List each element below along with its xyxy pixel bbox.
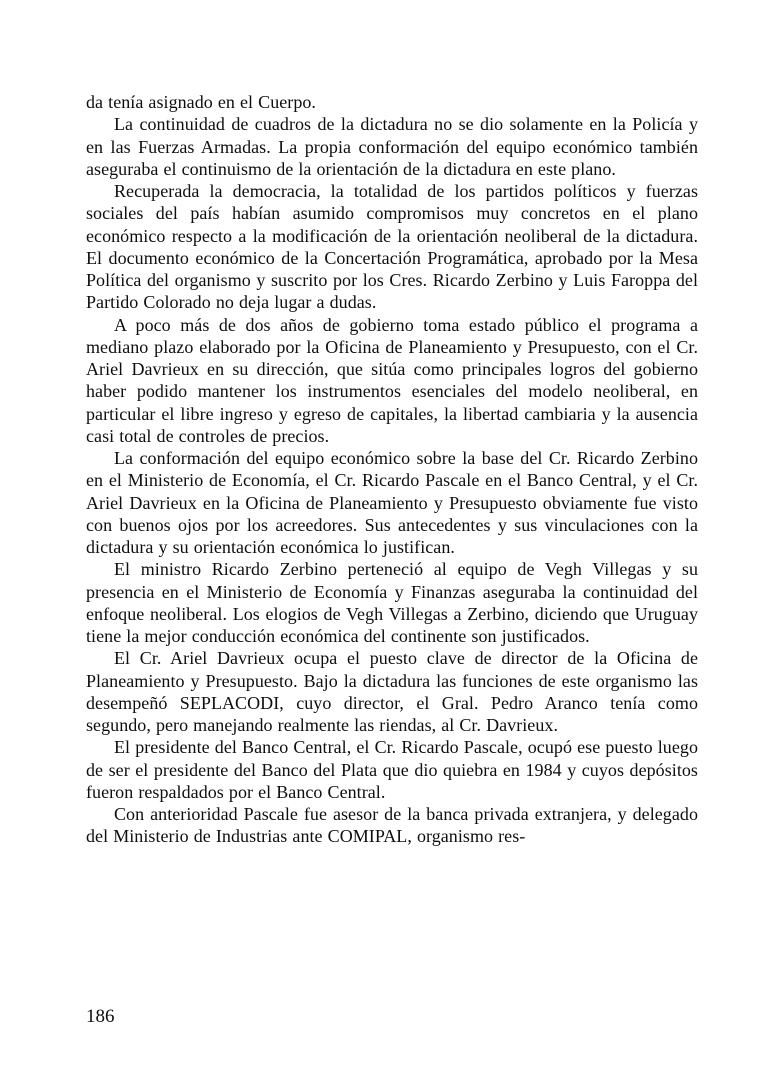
paragraph: El Cr. Ariel Davrieux ocupa el puesto clave de director de la Oficina de Planeamiento y Presupuesto. Bajo la dictadura las funciones de este organismo las desempeñó SEPLACODI, cuyo director, el Gral. Pedro Aranco tenía como segundo, pero manejando realmente las riendas, al Cr. Davrieux. [86, 648, 698, 735]
paragraph-continuation: da tenía asignado en el Cuerpo. [86, 92, 316, 112]
page-number: 186 [86, 1006, 115, 1027]
paragraph: El ministro Ricardo Zerbino perteneció al equipo de Vegh Villegas y su presencia en el Ministerio de Economía y Finanzas aseguraba la continuidad del enfoque neoliberal. Los elogios de Vegh Villegas a Zerbino, diciendo que Uruguay tiene la mejor conducción económica del continente son justificados. [86, 559, 698, 646]
paragraph: La conformación del equipo económico sobre la base del Cr. Ricardo Zerbino en el Ministerio de Economía, el Cr. Ricardo Pascale en el Banco Central, y el Cr. Ariel Davrieux en la Oficina de Planeamiento y Presupuesto obviamente fue visto con buenos ojos por los acreedores. Sus antecedentes y sus vinculaciones con la dictadura y su orientación económica lo justifican. [86, 448, 698, 557]
paragraph: La continuidad de cuadros de la dictadura no se dio solamente en la Policía y en las Fuerzas Armadas. La propia conformación del equipo económico también aseguraba el continuismo de la orientación de la dictadura en este plano. [86, 114, 698, 179]
paragraph: Recuperada la democracia, la totalidad de los partidos políticos y fuerzas sociales del país habían asumido compromisos muy concretos en el plano económico respecto a la modificación de la orientación neoliberal de la dictadura. El documento económico de la Concertación Programática, aprobado por la Mesa Política del organismo y suscrito por los Cres. Ricardo Zerbino y Luis Faroppa del Partido Colorado no deja lugar a dudas. [86, 181, 698, 313]
body-text [86, 91, 698, 848]
paragraph: A poco más de dos años de gobierno toma estado público el programa a mediano plazo elaborado por la Oficina de Planeamiento y Presupuesto, con el Cr. Ariel Davrieux en su dirección, que sitúa como principales logros del gobierno haber podido mantener los instrumentos esenciales del modelo neoliberal, en particular el libre ingreso y egreso de capitales, la libertad cambiaria y la ausencia casi total de controles de precios. [86, 314, 698, 446]
paragraph: Con anterioridad Pascale fue asesor de la banca privada extranjera, y delegado del Ministerio de Industrias ante COMIPAL, organismo res- [86, 804, 698, 847]
paragraph: El presidente del Banco Central, el Cr. Ricardo Pascale, ocupó ese puesto luego de ser el presidente del Banco del Plata que dio quiebra en 1984 y cuyos depósitos fueron respaldados por el Banco Central. [86, 737, 698, 802]
